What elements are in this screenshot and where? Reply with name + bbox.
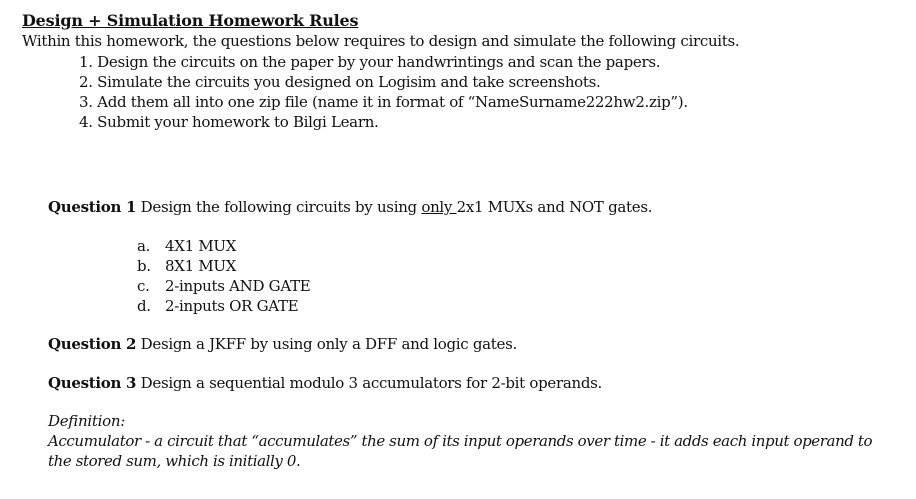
item-text: 8X1 MUX bbox=[165, 257, 237, 275]
item-marker: d. bbox=[137, 297, 151, 315]
question-2-text: Design a JKFF by using only a DFF and logic gates. bbox=[136, 335, 517, 353]
item-marker: c. bbox=[137, 277, 150, 295]
question-1-label: Question 1 bbox=[48, 198, 137, 216]
question-1-item-a bbox=[137, 236, 310, 256]
question-3 bbox=[48, 374, 602, 392]
question-1-item-b bbox=[137, 256, 310, 276]
rule-item-1: 1. Design the circuits on the paper by your handwrintings and scan the papers. bbox=[79, 53, 661, 71]
page-title: Design + Simulation Homework Rules bbox=[22, 11, 359, 30]
question-1-text: Design the following circuits by using bbox=[136, 198, 422, 216]
rule-item-2: 2. Simulate the circuits you designed on Logisim and take screenshots. bbox=[79, 73, 601, 91]
question-1 bbox=[48, 198, 652, 216]
item-text: 2-inputs OR GATE bbox=[165, 297, 299, 315]
definition-line-2: the stored sum, which is initially 0. bbox=[48, 452, 301, 470]
question-1-items bbox=[137, 236, 310, 316]
definition-body bbox=[48, 431, 908, 471]
rule-item-3: 3. Add them all into one zip file (name it in format of “NameSurname222hw2.zip”). bbox=[79, 93, 688, 111]
question-2 bbox=[48, 335, 517, 353]
question-3-label: Question 3 bbox=[48, 374, 137, 392]
definition-line-1: Accumulator - a circuit that “accumulates” the sum of its input operands over time - it adds each input operand to bbox=[48, 432, 873, 450]
question-1-underlined: only bbox=[421, 198, 457, 216]
question-1-text-end: 2x1 MUXs and NOT gates. bbox=[456, 198, 653, 216]
definition-title: Definition: bbox=[48, 412, 125, 430]
item-marker: b. bbox=[137, 257, 151, 275]
question-1-item-c bbox=[137, 276, 310, 296]
question-3-text: Design a sequential modulo 3 accumulators for 2-bit operands. bbox=[136, 374, 603, 392]
question-1-item-d bbox=[137, 296, 310, 316]
item-text: 4X1 MUX bbox=[165, 237, 237, 255]
item-text: 2-inputs AND GATE bbox=[165, 277, 311, 295]
rule-item-4: 4. Submit your homework to Bilgi Learn. bbox=[79, 113, 379, 131]
item-marker: a. bbox=[137, 237, 151, 255]
intro-paragraph: Within this homework, the questions below requires to design and simulate the following circuits. bbox=[22, 32, 740, 50]
rules-list bbox=[79, 52, 688, 132]
question-2-label: Question 2 bbox=[48, 335, 137, 353]
